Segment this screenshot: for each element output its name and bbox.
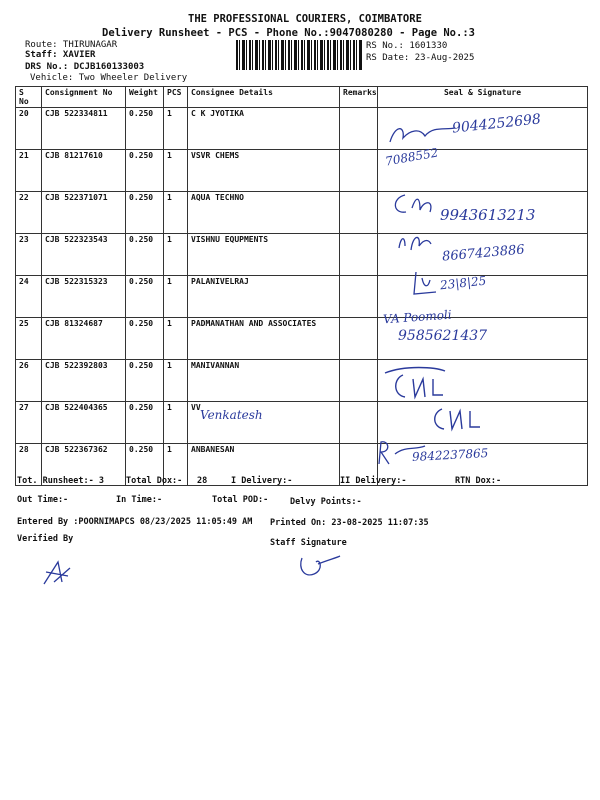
cell-consignee: C K JYOTIKA bbox=[188, 108, 340, 150]
entered-by: Entered By :POORNIMAPCS 08/23/2025 11:05:49 AM bbox=[17, 517, 253, 527]
out-time: Out Time:- bbox=[17, 495, 69, 505]
cell-consignee: MANIVANNAN bbox=[188, 360, 340, 402]
printed-on: Printed On: 23-08-2025 11:07:35 bbox=[270, 518, 429, 528]
staff-signature-label: Staff Signature bbox=[270, 538, 347, 548]
delvy-points: Delvy Points:- bbox=[290, 497, 362, 507]
verifier-signature bbox=[40, 558, 74, 588]
cell-sno: 21 bbox=[16, 150, 42, 192]
cell-weight: 0.250 bbox=[126, 360, 164, 402]
verified-by: Verified By bbox=[17, 534, 74, 544]
cell-weight: 0.250 bbox=[126, 318, 164, 360]
table-row bbox=[16, 360, 588, 402]
cell-pcs: 1 bbox=[164, 402, 188, 444]
cell-remarks bbox=[340, 360, 378, 402]
cell-weight: 0.250 bbox=[126, 444, 164, 486]
cell-consignment: CJB 522334811 bbox=[42, 108, 126, 150]
total-dox-value: 28 bbox=[197, 476, 208, 486]
signature-scribble-row23 bbox=[395, 230, 435, 254]
col-consignee: Consignee Details bbox=[188, 87, 340, 108]
cell-sno: 27 bbox=[16, 402, 42, 444]
cell-remarks bbox=[340, 402, 378, 444]
vehicle-label: Vehicle: Two Wheeler Delivery bbox=[30, 73, 188, 83]
cell-consignee: AQUA TECHNO bbox=[188, 192, 340, 234]
cell-consignment: CJB 81217610 bbox=[42, 150, 126, 192]
total-dox-label: Total Dox:- bbox=[126, 476, 183, 486]
cell-sno: 26 bbox=[16, 360, 42, 402]
route-label: Route: THIRUNAGAR bbox=[25, 40, 118, 50]
col-remarks: Remarks bbox=[340, 87, 378, 108]
cell-pcs: 1 bbox=[164, 108, 188, 150]
col-pcs: PCS bbox=[164, 87, 188, 108]
cell-sno: 25 bbox=[16, 318, 42, 360]
handwritten-name-row25: VA Poomoli bbox=[382, 307, 453, 327]
cell-consignment: CJB 522323543 bbox=[42, 234, 126, 276]
col-sno: S No bbox=[16, 87, 42, 108]
cell-weight: 0.250 bbox=[126, 276, 164, 318]
cell-weight: 0.250 bbox=[126, 402, 164, 444]
cell-weight: 0.250 bbox=[126, 192, 164, 234]
cell-remarks bbox=[340, 276, 378, 318]
cell-consignment: CJB 522392803 bbox=[42, 360, 126, 402]
cell-pcs: 1 bbox=[164, 360, 188, 402]
cell-pcs: 1 bbox=[164, 318, 188, 360]
handwritten-phone-row22: 9943613213 bbox=[440, 206, 536, 224]
staff-signature bbox=[294, 550, 344, 580]
cell-sno: 20 bbox=[16, 108, 42, 150]
barcode bbox=[236, 40, 362, 70]
rtn-dox: RTN Dox:- bbox=[455, 476, 502, 486]
rs-number: RS No.: 1601330 bbox=[366, 41, 448, 51]
cell-pcs: 1 bbox=[164, 150, 188, 192]
cell-consignment: CJB 522371071 bbox=[42, 192, 126, 234]
cell-consignee: VV bbox=[188, 402, 340, 444]
handwritten-phone-row23: 8667423886 bbox=[441, 242, 526, 265]
cell-consignee: VISHNU EQUPMENTS bbox=[188, 234, 340, 276]
handwritten-date-row24: 23|8|25 bbox=[439, 273, 487, 293]
handwritten-phone-row25: 9585621437 bbox=[398, 328, 488, 344]
cell-consignee: VSVR CHEMS bbox=[188, 150, 340, 192]
cell-remarks bbox=[340, 192, 378, 234]
cell-consignee: PADMANATHAN AND ASSOCIATES bbox=[188, 318, 340, 360]
cell-consignment: CJB 522367362 bbox=[42, 444, 126, 486]
tot-runsheet: Tot. Runsheet:- 3 bbox=[17, 476, 104, 486]
handwritten-phone-row21: 7088552 bbox=[384, 145, 440, 169]
table-row bbox=[16, 402, 588, 444]
signature-scribble-row26 bbox=[375, 365, 475, 405]
signature-scribble-row27 bbox=[430, 405, 490, 433]
drs-label: DRS No.: DCJB160133003 bbox=[25, 62, 145, 72]
in-time: In Time:- bbox=[116, 495, 163, 505]
rs-date: RS Date: 23-Aug-2025 bbox=[366, 53, 475, 63]
cell-consignment: CJB 81324687 bbox=[42, 318, 126, 360]
col-seal-signature: Seal & Signature bbox=[378, 87, 588, 108]
handwritten-name-row27: Venkatesh bbox=[200, 408, 263, 422]
cell-consignment: CJB 522404365 bbox=[42, 402, 126, 444]
cell-pcs: 1 bbox=[164, 276, 188, 318]
cell-consignee: ANBANESAN bbox=[188, 444, 340, 486]
total-pod: Total POD:- bbox=[212, 495, 269, 505]
table-row bbox=[16, 318, 588, 360]
signature-scribble-row24 bbox=[410, 268, 440, 298]
cell-consignee: PALANIVELRAJ bbox=[188, 276, 340, 318]
cell-consignment: CJB 522315323 bbox=[42, 276, 126, 318]
table-row bbox=[16, 150, 588, 192]
cell-sno: 24 bbox=[16, 276, 42, 318]
runsheet-table bbox=[15, 86, 588, 486]
cell-remarks bbox=[340, 108, 378, 150]
ii-delivery: II Delivery:- bbox=[340, 476, 407, 486]
cell-weight: 0.250 bbox=[126, 234, 164, 276]
runsheet-title: Delivery Runsheet - PCS - Phone No.:9047080280 - Page No.:3 bbox=[102, 27, 475, 39]
cell-remarks bbox=[340, 318, 378, 360]
table-header-row bbox=[16, 87, 588, 108]
handwritten-phone-row28: 9842237865 bbox=[411, 446, 489, 464]
staff-label: Staff: XAVIER bbox=[25, 50, 96, 60]
cell-remarks bbox=[340, 150, 378, 192]
handwritten-phone-row20: 9044252698 bbox=[451, 111, 542, 137]
cell-pcs: 1 bbox=[164, 444, 188, 486]
company-title: THE PROFESSIONAL COURIERS, COIMBATORE bbox=[188, 13, 422, 25]
cell-sno: 23 bbox=[16, 234, 42, 276]
cell-sno: 28 bbox=[16, 444, 42, 486]
table-row bbox=[16, 276, 588, 318]
cell-weight: 0.250 bbox=[126, 108, 164, 150]
cell-pcs: 1 bbox=[164, 234, 188, 276]
cell-pcs: 1 bbox=[164, 192, 188, 234]
i-delivery: I Delivery:- bbox=[231, 476, 293, 486]
cell-remarks bbox=[340, 234, 378, 276]
col-weight: Weight bbox=[126, 87, 164, 108]
cell-weight: 0.250 bbox=[126, 150, 164, 192]
cell-sno: 22 bbox=[16, 192, 42, 234]
col-consignment: Consignment No bbox=[42, 87, 126, 108]
